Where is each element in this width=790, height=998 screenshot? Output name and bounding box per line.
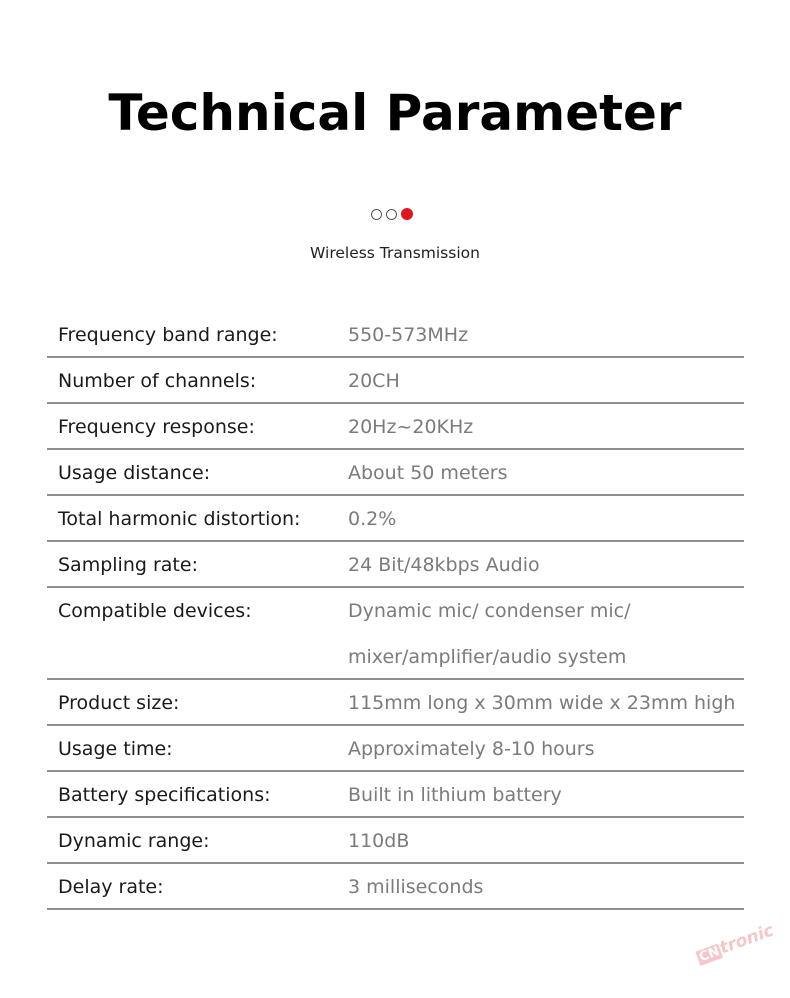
spec-value: 110dB	[348, 830, 410, 852]
spec-value: 24 Bit/48kbps Audio	[348, 554, 540, 576]
spec-value-line-2: mixer/amplifier/audio system	[348, 646, 627, 668]
spec-row	[47, 726, 744, 772]
spec-label: Usage time:	[58, 738, 173, 760]
spec-row	[47, 450, 744, 496]
spec-label: Total harmonic distortion:	[58, 508, 301, 530]
spec-value: Built in lithium battery	[348, 784, 562, 806]
spec-value: 20Hz~20KHz	[348, 416, 474, 438]
watermark-suffix: tronic	[716, 920, 777, 959]
spec-label: Number of channels:	[58, 370, 257, 392]
spec-row	[47, 864, 744, 910]
spec-row	[47, 772, 744, 818]
spec-row	[47, 588, 744, 680]
spec-row	[47, 312, 744, 358]
spec-label: Usage distance:	[58, 462, 211, 484]
spec-value: About 50 meters	[348, 462, 508, 484]
spec-row	[47, 542, 744, 588]
spec-value: 115mm long x 30mm wide x 23mm high	[348, 692, 736, 714]
pager-dot-3-active[interactable]	[401, 208, 413, 220]
spec-value: 20CH	[348, 370, 400, 392]
spec-row	[47, 496, 744, 542]
spec-table	[47, 312, 744, 910]
spec-label: Delay rate:	[58, 876, 164, 898]
spec-value: 3 milliseconds	[348, 876, 484, 898]
spec-value-line-1: Dynamic mic/ condenser mic/	[348, 600, 631, 622]
watermark-prefix: CN	[697, 944, 722, 966]
page-title: Technical Parameter	[108, 84, 682, 142]
spec-label: Battery specifications:	[58, 784, 271, 806]
spec-value: 550-573MHz	[348, 324, 469, 346]
spec-row	[47, 680, 744, 726]
spec-label: Dynamic range:	[58, 830, 210, 852]
spec-value: Approximately 8-10 hours	[348, 738, 595, 760]
spec-value	[348, 588, 744, 678]
spec-row	[47, 818, 744, 864]
spec-row	[47, 358, 744, 404]
spec-label: Frequency response:	[58, 416, 255, 438]
spec-row	[47, 404, 744, 450]
spec-label: Sampling rate:	[58, 554, 198, 576]
spec-label: Compatible devices:	[58, 600, 252, 622]
pager-dot-1[interactable]	[371, 209, 382, 220]
spec-label: Product size:	[58, 692, 180, 714]
section-subtitle: Wireless Transmission	[310, 244, 480, 262]
pager-dots	[371, 207, 413, 221]
spec-value: 0.2%	[348, 508, 397, 530]
pager-dot-2[interactable]	[386, 209, 397, 220]
brand-watermark	[694, 910, 790, 985]
spec-label: Frequency band range:	[58, 324, 278, 346]
